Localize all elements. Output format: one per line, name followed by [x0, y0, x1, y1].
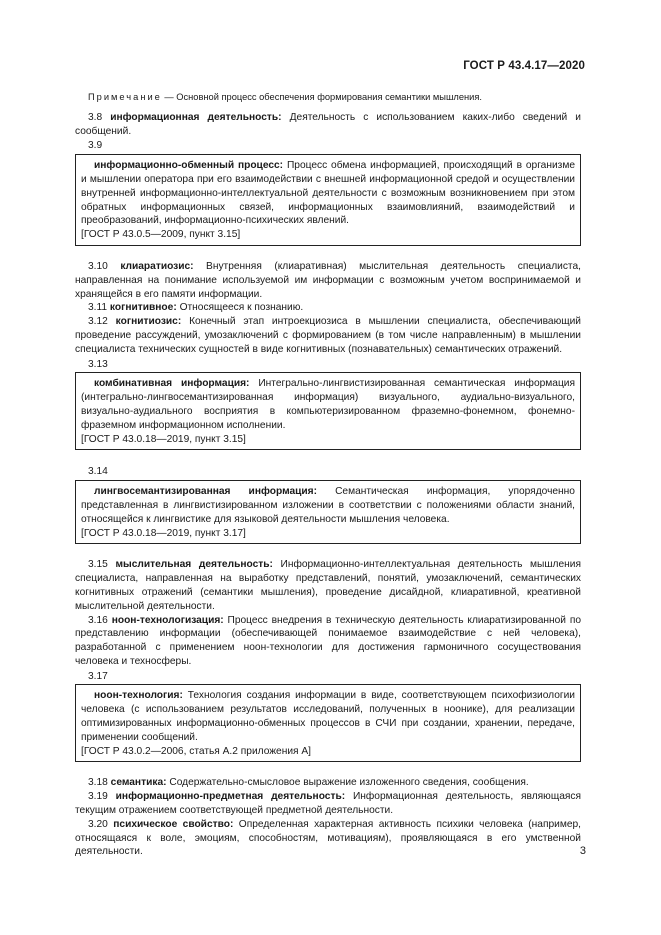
- entry-definition: Определенная характерная активность психики человека (например, относящаяся к воле, эмоциям, способностям, мотивациям), проявляющаяся в его умственной деятельности.: [75, 818, 581, 858]
- entry-3-9-number: 3.9: [88, 140, 103, 152]
- entry-3-11: [75, 301, 581, 315]
- entry-definition: Деятельность с использованием каких-либо сведений и сообщений.: [75, 111, 581, 137]
- note-paragraph: [75, 91, 581, 105]
- entry-definition: Процесс внедрения в техническую деятельность клиаратизированной по представлению информации (обеспечивающей понимаемое взаимодействие с ней человека), разработанной с применением ноон-технологии для достижения гармоничного сосуществования человека и техносферы.: [75, 614, 582, 667]
- entry-number: 3.16: [88, 614, 108, 626]
- entry-3-14: [81, 485, 575, 526]
- entry-3-9-reference: [ГОСТ Р 43.0.5—2009, пункт 3.15]: [81, 229, 241, 241]
- entry-definition: Интегрально-лингвистизированная семантическая информация (интегрально-лингвосемантизированная информация) визуального, аудиально-визуального, визуально-аудиального восприятия в компьютеризированном фраземно-фонемном, фонемно-фраземном информационном исполнении.: [81, 378, 575, 431]
- entry-definition: Семантическая информация, упорядоченно представленная в лингвистизированном изложении в соответствии с положениями области знаний, относящейся к лингвистике для языковой деятельности мышления человека.: [81, 486, 575, 525]
- entry-term: ноон-технологизация:: [111, 614, 224, 626]
- entry-3-14-reference: [ГОСТ Р 43.0.18—2019, пункт 3.17]: [81, 527, 246, 539]
- entry-3-17-number: 3.17: [88, 670, 108, 682]
- entry-3-13-number: 3.13: [88, 358, 108, 370]
- entry-term: информационная деятельность:: [110, 111, 282, 123]
- entry-3-13: [81, 377, 575, 432]
- entry-definition: Конечный этап интроекциозиса в мышлении специалиста, обеспечивающий проведение рассуждений, умозаключений с формированием (в том числе направленным) в мышлении специалиста технических сущностей в виде когнитивных (познавательных) семантических отражений.: [75, 316, 581, 355]
- entry-3-10: [75, 260, 581, 301]
- entry-definition: Внутренняя (клиаративная) мыслительная деятельность специалиста, направленная на понимание используемой им информации с возможным учетом воспринимаемой и хранящейся в его памяти информации.: [75, 260, 581, 300]
- entry-3-12: [75, 315, 581, 356]
- entry-term: психическое свойство:: [113, 818, 234, 830]
- entry-number: 3.15: [88, 559, 108, 571]
- entry-3-19: [75, 790, 581, 818]
- entry-3-15: [75, 558, 581, 613]
- entry-number: 3.11: [88, 302, 108, 314]
- entry-3-8: [75, 111, 581, 139]
- entry-term: семантика:: [110, 777, 167, 789]
- entry-number: 3.19: [88, 791, 108, 803]
- entry-3-13-box: [75, 372, 581, 450]
- entry-number: 3.18: [88, 777, 108, 789]
- entry-number: 3.20: [88, 818, 108, 830]
- note-text: — Основной процесс обеспечения формирования семантики мышления.: [164, 92, 482, 102]
- entry-3-17-reference: [ГОСТ Р 43.0.2—2006, статья А.2 приложения А]: [81, 745, 312, 757]
- entry-3-16: [75, 614, 581, 669]
- entry-term: комбинативная информация:: [94, 378, 250, 390]
- entry-3-13-reference: [ГОСТ Р 43.0.18—2019, пункт 3.15]: [81, 433, 246, 445]
- entry-definition: Технология создания информации в виде, соответствующем психофизиологии человека (с использованием результатов исследований, полученных в ноонике), для реализации оптимизированных информационно-обменных процессов в СЧИ при создании, хранении, передаче, применении сообщений.: [81, 690, 575, 743]
- entry-definition: Относящееся к познанию.: [179, 302, 304, 314]
- entry-definition: Процесс обмена информацией, происходящий в организме и мышлении оператора при его взаимодействии с внешней информационной средой и осуществлении внутренней информационно-интеллектуальной деятельности с возможным возникновением при этом обратных информационных связей, информационных взаимовлияний, взаимодействий и преобразований, информационно-психических явлений.: [81, 160, 576, 227]
- entry-term: мыслительная деятельность:: [115, 559, 273, 571]
- entry-term: когнитиозис:: [115, 316, 182, 328]
- entry-term: ноон-технология:: [94, 690, 183, 702]
- entry-term: клиаратиозис:: [120, 260, 194, 272]
- entry-3-14-box: [75, 480, 581, 544]
- entry-3-18: [75, 776, 581, 790]
- entry-term: лингвосемантизированная информация:: [94, 486, 317, 498]
- entry-number: 3.8: [88, 111, 103, 123]
- entry-3-17-box: [75, 684, 581, 762]
- note-label: Примечание: [88, 92, 162, 102]
- entry-number: 3.10: [88, 260, 108, 272]
- entry-term: информационно-обменный процесс:: [94, 160, 284, 172]
- document-id-header: ГОСТ Р 43.4.17—2020: [463, 60, 585, 72]
- entry-definition: Информационно-интеллектуальная деятельность мышления специалиста, направленная на выработку представлений, понятий, умозаключений, семантических когнитивных отражений (семантики мышления), проведение дисайдной, клиаративной, креативной мыслительной деятельности.: [75, 559, 581, 612]
- document-body: [75, 91, 581, 859]
- entry-number: 3.12: [88, 316, 108, 328]
- entry-3-9-box: [75, 154, 581, 246]
- entry-3-14-number: 3.14: [88, 466, 108, 478]
- entry-definition: Информационная деятельность, являющаяся текущим отражением соответствующей предметной деятельности.: [75, 791, 581, 817]
- entry-definition: Содержательно-смысловое выражение изложенного сведения, сообщения.: [169, 777, 529, 789]
- entry-3-20: [75, 818, 581, 859]
- entry-3-9: [81, 159, 575, 228]
- page-number: 3: [579, 845, 586, 857]
- entry-term: когнитивное:: [109, 302, 177, 314]
- entry-3-17: [81, 689, 575, 744]
- entry-term: информационно-предметная деятельность:: [115, 791, 346, 803]
